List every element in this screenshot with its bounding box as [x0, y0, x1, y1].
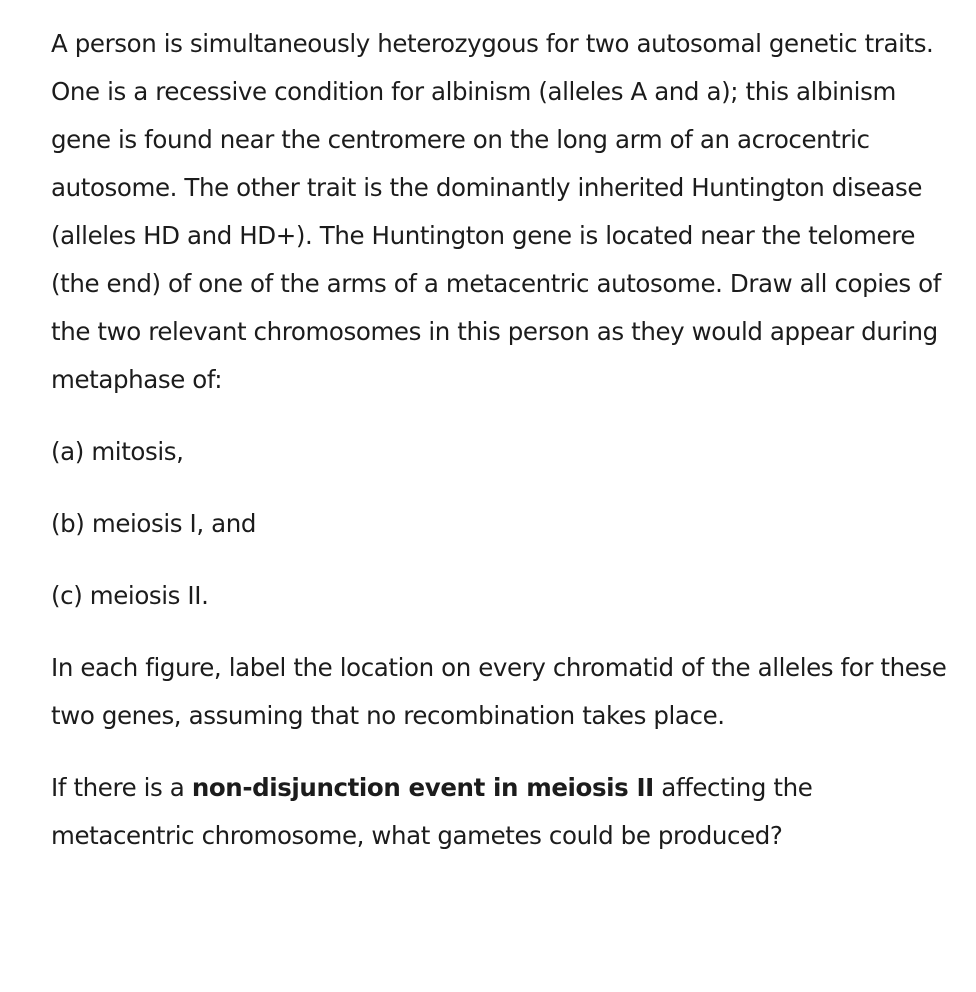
- question-document: [51, 20, 956, 860]
- list-item-a: (a) mitosis,: [51, 437, 184, 466]
- final-text-bold: non-disjunction event in meiosis II: [191, 773, 654, 802]
- final-text-before: If there is a: [51, 773, 192, 802]
- question-final: [51, 764, 956, 860]
- question-instruction: In each figure, label the location on every chromatid of the alleles for these two genes, assuming that no recombination takes place.: [51, 653, 947, 730]
- list-item-b: (b) meiosis I, and: [51, 509, 257, 538]
- list-item-c: (c) meiosis II.: [51, 581, 209, 610]
- final-text-after: affecting the metacentric chromosome, what gametes could be produced?: [51, 773, 813, 850]
- question-intro: A person is simultaneously heterozygous for two autosomal genetic traits. One is a recessive condition for albinism (alleles A and a); this albinism gene is found near the centromere on the long arm of an acrocentric autosome. The other trait is the dominantly inherited Huntington disease (alleles HD and HD+). The Huntington gene is located near the telomere (the end) of one of the arms of a metacentric autosome. Draw all copies of the two relevant chromosomes in this person as they would appear during metaphase of:: [51, 29, 941, 394]
